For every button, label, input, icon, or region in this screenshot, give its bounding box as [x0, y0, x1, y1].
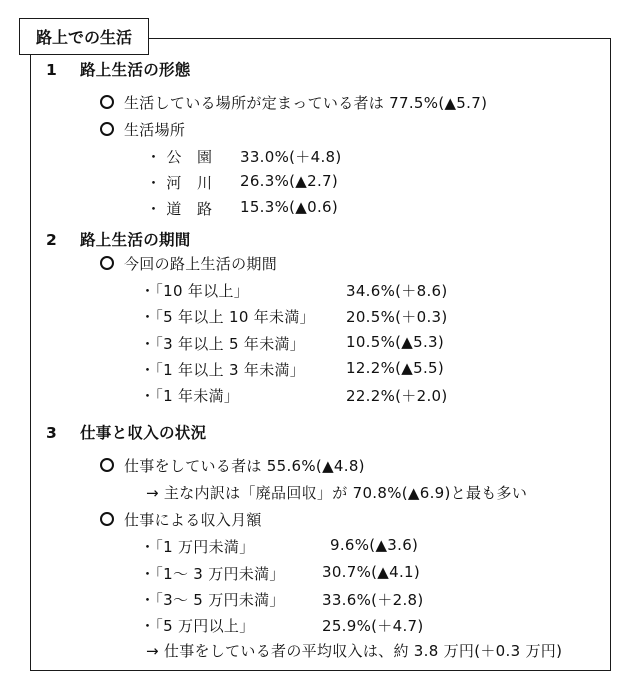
- section-title: 路上生活の期間: [80, 231, 191, 249]
- section-2-heading: [46, 228, 191, 250]
- item-text: 仕事による収入月額: [124, 511, 262, 529]
- section-title: 路上生活の形態: [80, 61, 191, 79]
- income-label: ・「1 万円未満」: [140, 538, 255, 556]
- circle-bullet-icon: [100, 512, 114, 526]
- income-label: ・「5 万円以上」: [140, 617, 255, 635]
- item-text: 今回の路上生活の期間: [124, 255, 278, 273]
- income-value: 9.6%(▲3.6): [330, 536, 419, 554]
- period-label: ・「1 年未満」: [140, 387, 240, 405]
- place-label: ・ 公 園: [146, 148, 213, 166]
- period-value: 22.2%(＋2.0): [346, 387, 448, 405]
- period-value: 10.5%(▲5.3): [346, 333, 445, 351]
- period-label: ・「5 年以上 10 年未満」: [140, 308, 315, 326]
- list-item: [100, 119, 185, 140]
- income-value: 25.9%(＋4.7): [322, 617, 424, 635]
- section-title: 仕事と収入の状況: [80, 424, 207, 442]
- place-label: ・ 河 川: [146, 174, 213, 192]
- list-item: [100, 455, 365, 476]
- section-number: 1: [46, 61, 58, 79]
- place-value: 26.3%(▲2.7): [240, 172, 339, 190]
- section-1-heading: [46, 58, 191, 80]
- income-value: 33.6%(＋2.8): [322, 591, 424, 609]
- note-text: → 主な内訳は「廃品回収」が 70.8%(▲6.9)と最も多い: [146, 484, 528, 502]
- period-label: ・「1 年以上 3 年未満」: [140, 361, 306, 379]
- period-label: ・「10 年以上」: [140, 282, 250, 300]
- period-value: 12.2%(▲5.5): [346, 359, 445, 377]
- section-number: 3: [46, 424, 58, 442]
- place-label: ・ 道 路: [146, 200, 213, 218]
- period-value: 34.6%(＋8.6): [346, 282, 448, 300]
- section-number: 2: [46, 231, 58, 249]
- circle-bullet-icon: [100, 458, 114, 472]
- list-item: [100, 253, 277, 274]
- circle-bullet-icon: [100, 256, 114, 270]
- circle-bullet-icon: [100, 95, 114, 109]
- note-text: → 仕事をしている者の平均収入は、約 3.8 万円(＋0.3 万円): [146, 642, 563, 660]
- item-text: 生活している場所が定まっている者は 77.5%(▲5.7): [124, 94, 488, 112]
- place-value: 15.3%(▲0.6): [240, 198, 339, 216]
- item-text: 生活場所: [124, 121, 186, 139]
- period-label: ・「3 年以上 5 年未満」: [140, 335, 306, 353]
- place-value: 33.0%(＋4.8): [240, 148, 342, 166]
- circle-bullet-icon: [100, 122, 114, 136]
- period-value: 20.5%(＋0.3): [346, 308, 448, 326]
- item-text: 仕事をしている者は 55.6%(▲4.8): [124, 457, 365, 475]
- box-title: 路上での生活: [19, 18, 149, 55]
- list-item: [100, 92, 487, 113]
- list-item: [100, 509, 262, 530]
- income-label: ・「1～ 3 万円未満」: [140, 565, 285, 583]
- section-3-heading: [46, 421, 206, 443]
- income-label: ・「3～ 5 万円未満」: [140, 591, 285, 609]
- income-value: 30.7%(▲4.1): [322, 563, 421, 581]
